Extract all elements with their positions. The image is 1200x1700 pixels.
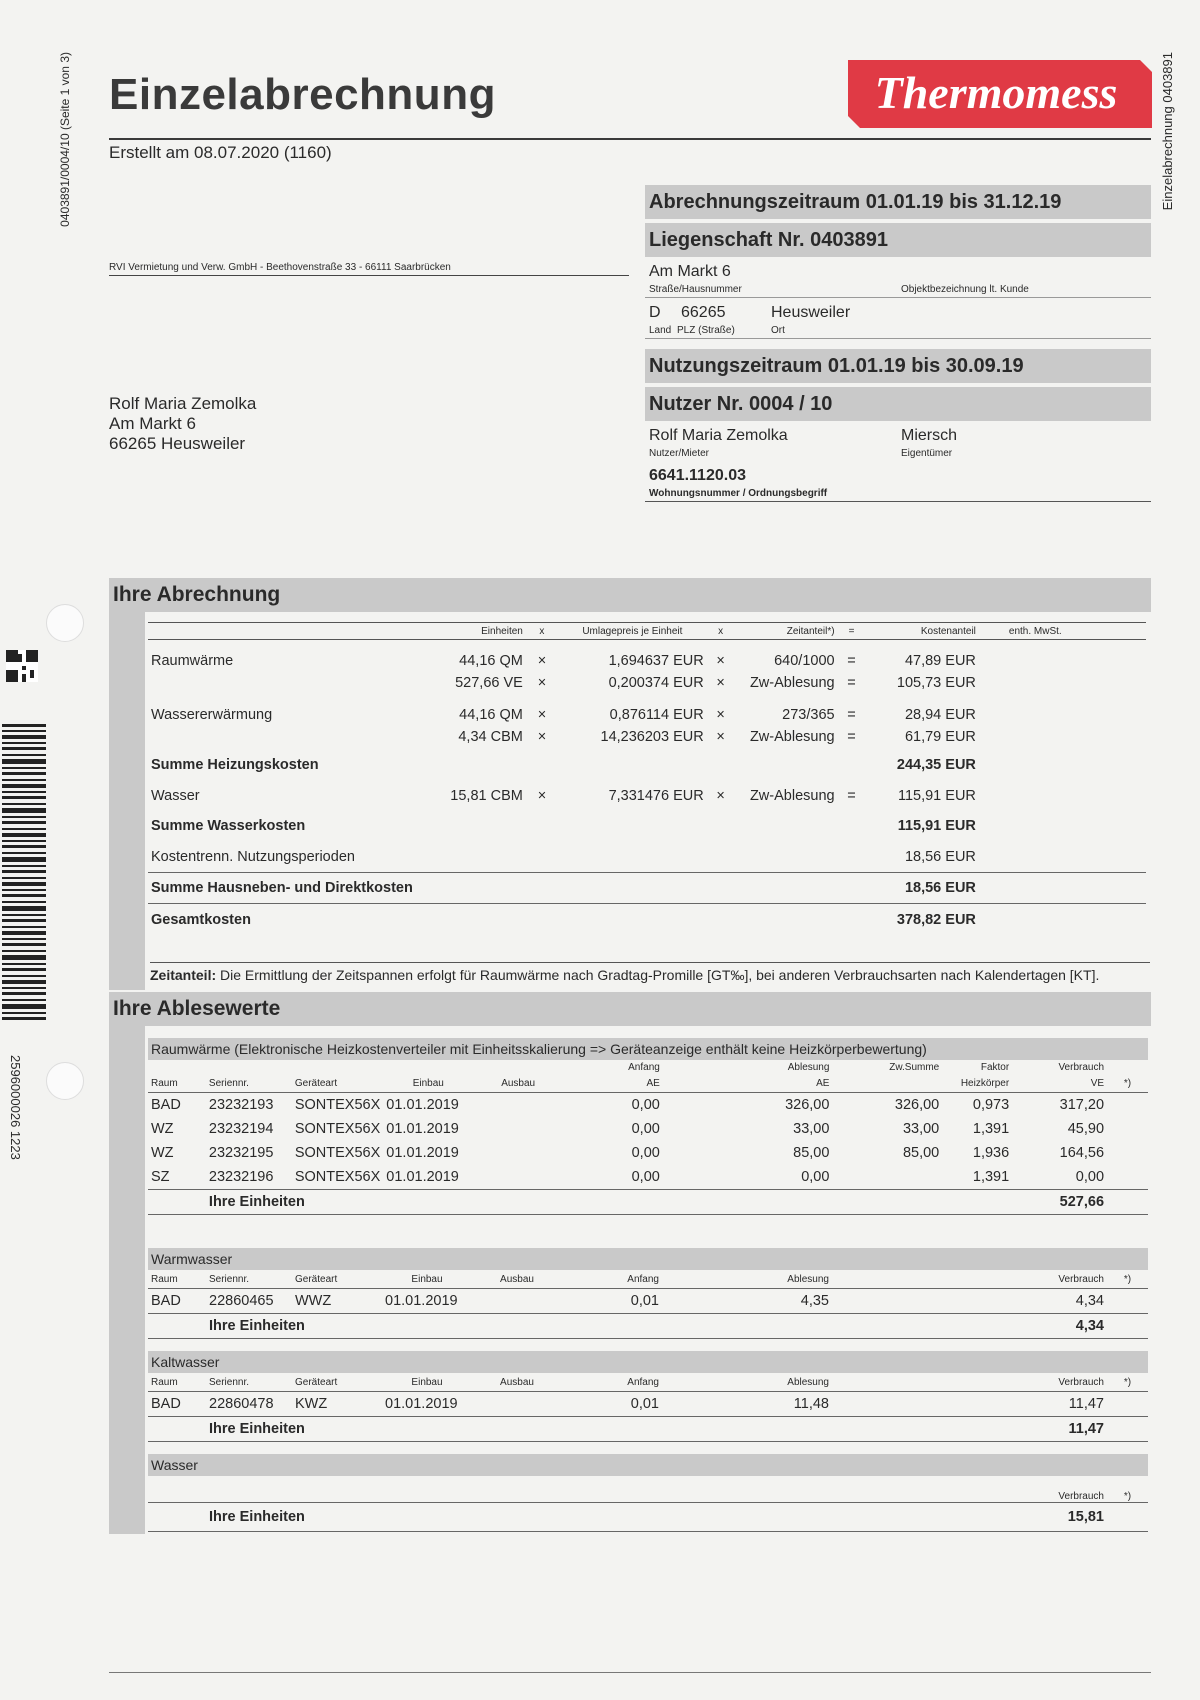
street-labels: Straße/Hausnummer Objektbezeichnung lt. Kunde xyxy=(645,283,1151,298)
time-share-note: Zeitanteil: Die Ermittlung der Zeitspannen erfolgt für Raumwärme nach Gradtag-Promille [GT‰], bei anderen Verbrauchsarten nach Kalendertagen [KT]. xyxy=(150,962,1150,983)
water-table xyxy=(148,1454,1148,1532)
sender-line: RVI Vermietung und Verw. GmbH - Beethovenstraße 33 - 66111 Saarbrücken xyxy=(109,262,629,276)
readings-sidebar xyxy=(109,1026,145,1534)
billing-sidebar xyxy=(109,612,145,990)
heat-total-row: Ihre Einheiten 527,66 xyxy=(148,1190,1148,1215)
cold-water-table xyxy=(148,1351,1148,1442)
billing-row: Gesamtkosten 378,82 EUR xyxy=(148,904,1146,937)
property-location: D 66265 Heusweiler xyxy=(649,304,851,321)
recipient-address xyxy=(109,394,256,454)
barcode-number: 2596000026 1223 xyxy=(8,1055,23,1160)
billing-period: Abrechnungszeitraum 01.01.19 bis 31.12.19 xyxy=(645,185,1151,219)
user-number: Nutzer Nr. 0004 / 10 xyxy=(645,387,1151,421)
cold-total-row: Ihre Einheiten 11,47 xyxy=(148,1417,1148,1442)
billing-header-row: Einheiten x Umlagepreis je Einheit x Zeitanteil*) = Kostenanteil enth. MwSt. xyxy=(148,623,1146,640)
heat-header-row: Anfang Ablesung Zw.Summe Faktor Verbrauch xyxy=(628,1061,1105,1073)
warm-title-row: Warmwasser xyxy=(148,1248,1148,1270)
billing-row xyxy=(148,640,1146,651)
title-rule xyxy=(109,138,1151,140)
recipient-city: 66265 Heusweiler xyxy=(109,434,246,453)
billing-row: Wassererwärmung 44,16 QM × 0,876114 EUR × 273/365 = 28,94 EUR xyxy=(151,707,976,723)
info-box xyxy=(645,181,1151,502)
cold-header-row: Raum Seriennr. Geräteart Einbau Ausbau Anfang Ablesung Verbrauch *) xyxy=(148,1373,1148,1392)
table-row: BAD 23232193 SONTEX56X 01.01.2019 0,00 326,00 326,00 0,973 317,20 xyxy=(151,1097,1105,1113)
heat-header-row: Raum Seriennr. Geräteart Einbau Ausbau AE AE Heizkörper VE *) xyxy=(148,1074,1148,1093)
heat-title-row: Raumwärme (Elektronische Heizkostenverteiler mit Einheitsskalierung => Geräteanzeige enthält keine Heizkörperbewertung) xyxy=(148,1038,1148,1060)
billing-row xyxy=(148,694,1146,704)
punch-hole xyxy=(46,604,84,642)
side-right-label xyxy=(1160,52,1180,222)
readings-heading: Ihre Ablesewerte xyxy=(109,992,1151,1026)
apartment-number: 6641.1120.03 xyxy=(649,467,746,484)
billing-row: Summe Wasserkosten 115,91 EUR xyxy=(151,818,976,834)
property-street: Am Markt 6 xyxy=(649,263,731,280)
property-number: Liegenschaft Nr. 0403891 xyxy=(645,223,1151,257)
warm-total-row: Ihre Einheiten 4,34 xyxy=(148,1314,1148,1339)
thermomess-logo xyxy=(840,58,1152,130)
user-labels: Nutzer/Mieter Eigentümer xyxy=(649,448,953,459)
logo-text: Thermomess xyxy=(874,67,1118,118)
billing-row: 527,66 VE × 0,200374 EUR × Zw-Ablesung = 105,73 EUR xyxy=(455,675,976,691)
usage-period: Nutzungszeitraum 01.01.19 bis 30.09.19 xyxy=(645,349,1151,383)
table-row: WZ 23232194 SONTEX56X 01.01.2019 0,00 33,00 33,00 1,391 45,90 xyxy=(151,1121,1105,1137)
table-row: SZ 23232196 SONTEX56X 01.01.2019 0,00 0,00 1,391 0,00 xyxy=(148,1165,1148,1190)
punch-hole xyxy=(46,1062,84,1100)
table-row: BAD 22860478 KWZ 01.01.2019 0,01 11,48 11,47 xyxy=(148,1392,1148,1417)
user-names: Rolf Maria Zemolka Miersch xyxy=(649,427,958,444)
water-header-row: Verbrauch *) xyxy=(148,1476,1148,1503)
recipient-street: Am Markt 6 xyxy=(109,414,196,433)
page-title: Einzelabrechnung xyxy=(109,70,496,119)
apartment-label: Wohnungsnummer / Ordnungsbegriff xyxy=(645,487,1151,502)
cold-title-row: Kaltwasser xyxy=(148,1351,1148,1373)
billing-row: Wasser 15,81 CBM × 7,331476 EUR × Zw-Ablesung = 115,91 EUR xyxy=(151,788,976,804)
side-left-label xyxy=(58,52,74,252)
qr-code-icon xyxy=(6,650,38,682)
water-total-row: Ihre Einheiten 15,81 xyxy=(148,1503,1148,1532)
heat-readings-table xyxy=(148,1038,1148,1215)
table-row: BAD 22860465 WWZ 01.01.2019 0,01 4,35 4,34 xyxy=(148,1289,1148,1314)
billing-row: Summe Heizungskosten 244,35 EUR xyxy=(151,757,976,773)
billing-row: Kostentrenn. Nutzungsperioden 18,56 EUR xyxy=(151,849,976,865)
billing-row: Raumwärme 44,16 QM × 1,694637 EUR × 640/1000 = 47,89 EUR xyxy=(151,653,976,669)
side-left-text: 0403891/0004/10 (Seite 1 von 3) xyxy=(58,52,72,227)
barcode-icon xyxy=(2,724,46,1024)
side-right-text: Einzelabrechnung 0403891 xyxy=(1160,52,1175,211)
warm-header-row: Raum Seriennr. Geräteart Einbau Ausbau Anfang Ablesung Verbrauch *) xyxy=(148,1270,1148,1289)
billing-row: 4,34 CBM × 14,236203 EUR × Zw-Ablesung = 61,79 EUR xyxy=(458,729,976,745)
billing-heading: Ihre Abrechnung xyxy=(109,578,1151,612)
footer-rule xyxy=(109,1672,1151,1673)
water-title-row: Wasser xyxy=(148,1454,1148,1476)
billing-row: Summe Hausneben- und Direktkosten 18,56 EUR xyxy=(148,873,1146,904)
location-labels: Land PLZ (Straße) Ort xyxy=(645,324,1151,339)
warm-water-table xyxy=(148,1248,1148,1339)
recipient-name: Rolf Maria Zemolka xyxy=(109,394,257,413)
table-row: WZ 23232195 SONTEX56X 01.01.2019 0,00 85,00 85,00 1,936 164,56 xyxy=(151,1145,1105,1161)
billing-table xyxy=(148,622,1146,936)
created-date: Erstellt am 08.07.2020 (1160) xyxy=(109,143,332,162)
